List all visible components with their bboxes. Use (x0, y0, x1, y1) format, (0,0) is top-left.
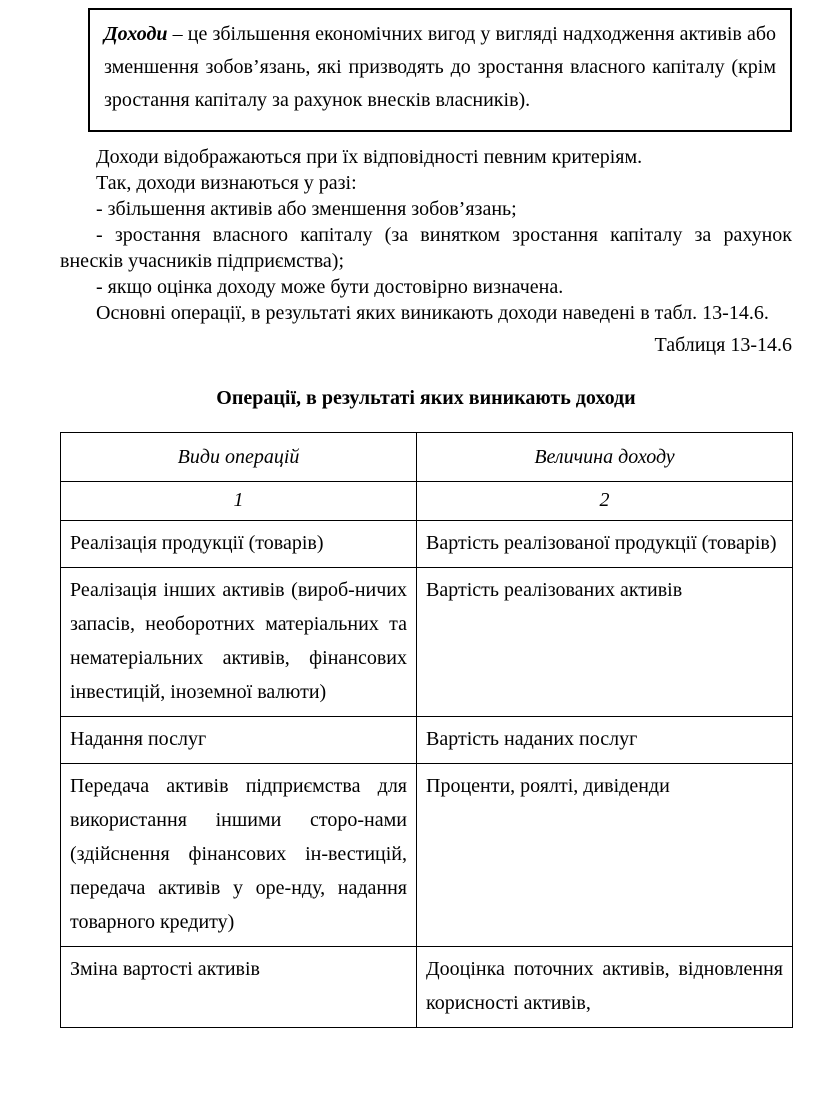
paragraph-list-item-3: - якщо оцінка доходу може бути достовірно визначена. (96, 276, 564, 298)
table-row (61, 717, 793, 764)
cell-income-value: Дооцінка поточних активів, відновлення корисності активів, (417, 947, 793, 1028)
paragraph-intro-list: Так, доходи визнаються у разі: (96, 172, 357, 194)
cell-operation: Передача активів підприємства для використання іншими сторо-нами (здійснення фінансових ін-вестицій, передача активів у оре-нду, надання товарного кредиту) (61, 764, 417, 947)
cell-operation: Реалізація продукції (товарів) (61, 521, 417, 568)
definition-text: – це збільшення економічних вигод у вигляді надходження активів або зменшення зобов’язань, які призводять до зростання власного капіталу (крім зростання капіталу за рахунок внесків власників). (104, 23, 776, 111)
paragraph-list-item-1: - збільшення активів або зменшення зобов’язань; (96, 198, 517, 220)
table-title: Операції, в результаті яких виникають доходи (216, 387, 636, 409)
header-cell-operation-type: Види операцій (61, 433, 417, 482)
definition-box (88, 8, 792, 132)
header-cell-income-value: Величина доходу (417, 433, 793, 482)
table-row (61, 947, 793, 1028)
table-row (61, 568, 793, 717)
definition-term: Доходи (104, 23, 168, 45)
column-number-cell: 2 (417, 482, 793, 521)
operations-table (60, 432, 793, 1028)
cell-income-value: Вартість реалізованої продукції (товарів) (417, 521, 793, 568)
body-paragraphs (60, 144, 792, 326)
paragraph-table-reference: Основні операції, в результаті яких виникають доходи наведені в табл. 13-14.6. (96, 302, 769, 324)
paragraph-criteria: Доходи відображаються при їх відповідності певним критеріям. (96, 146, 643, 168)
table-caption: Таблиця 13-14.6 (654, 334, 792, 356)
paragraph-list-item-2: - зростання власного капіталу (за винятком зростання капіталу за рахунок внесків учасників підприємства); (60, 224, 792, 272)
cell-operation: Реалізація інших активів (вироб-ничих запасів, необоротних матеріальних та нематеріальних активів, фінансових інвестицій, іноземної валюти) (61, 568, 417, 717)
table-row (61, 764, 793, 947)
table-header-row (61, 433, 793, 482)
table-row (61, 521, 793, 568)
cell-income-value: Вартість наданих послуг (417, 717, 793, 764)
cell-income-value: Вартість реалізованих активів (417, 568, 793, 717)
cell-income-value: Проценти, роялті, дивіденди (417, 764, 793, 947)
column-number-cell: 1 (61, 482, 417, 521)
cell-operation: Надання послуг (61, 717, 417, 764)
cell-operation: Зміна вартості активів (61, 947, 417, 1028)
table-column-numbers-row (61, 482, 793, 521)
